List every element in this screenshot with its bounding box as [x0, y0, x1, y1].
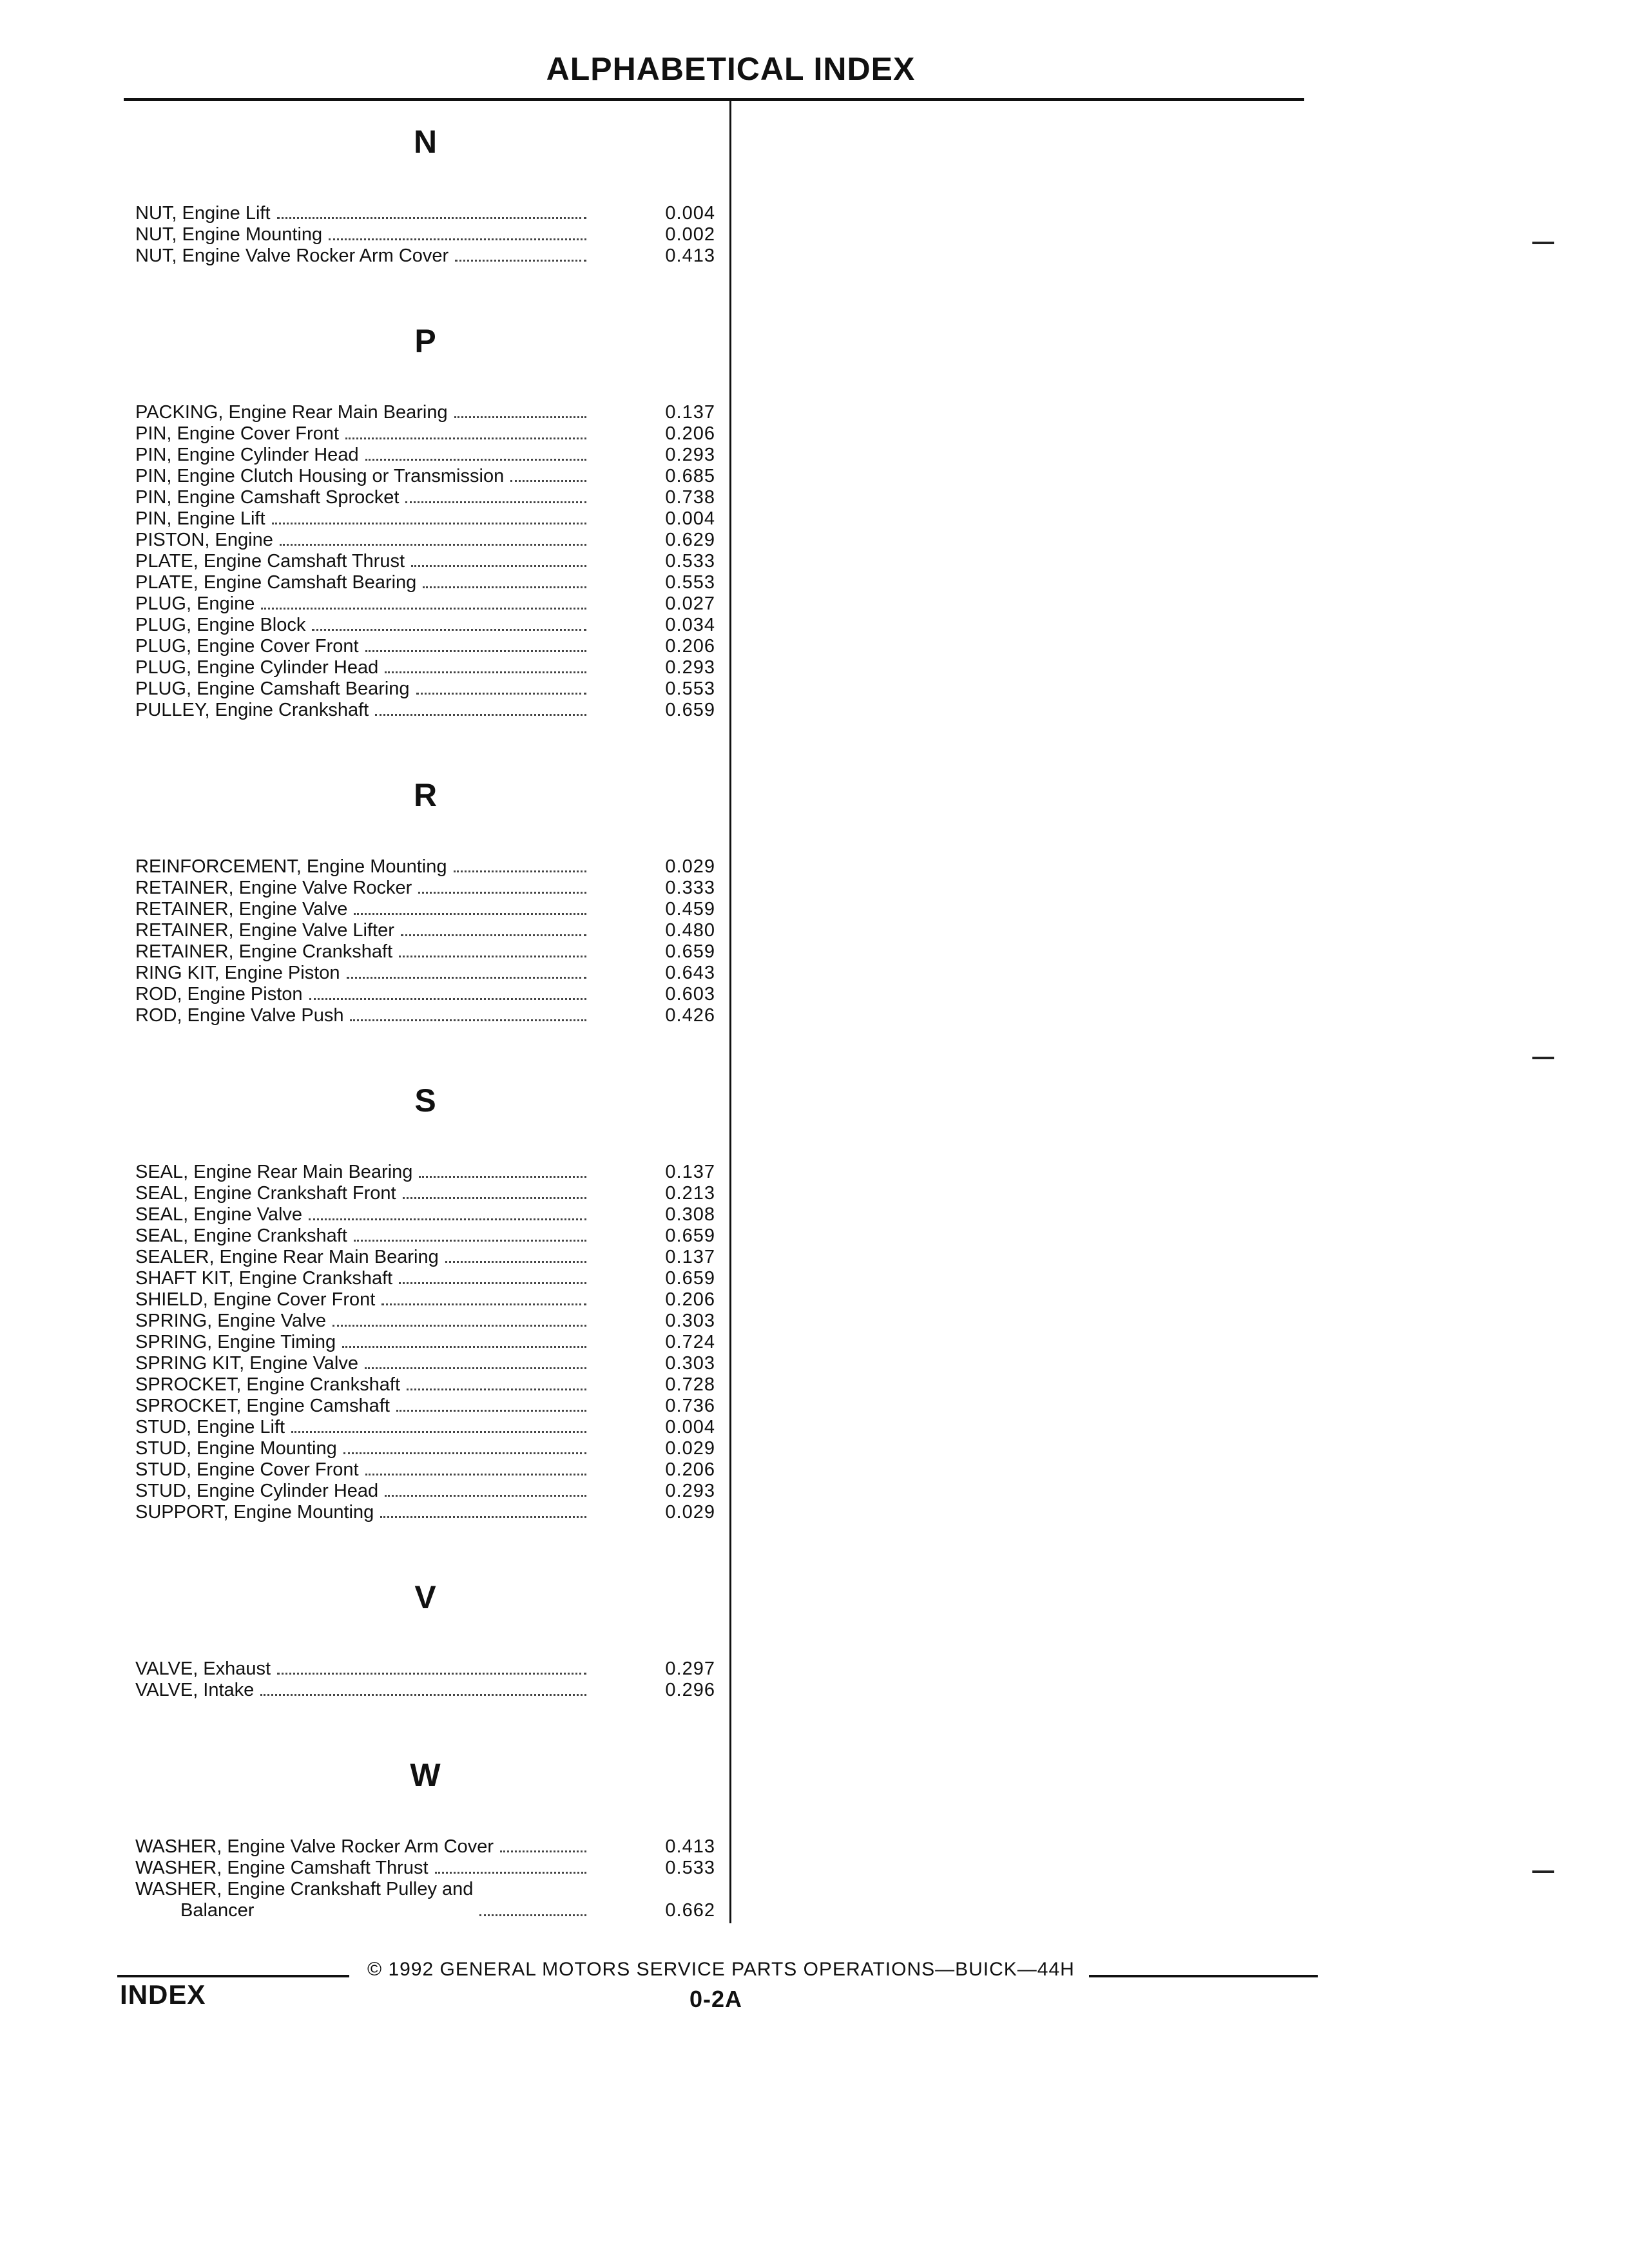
dot-leader — [291, 1431, 586, 1433]
dot-leader — [396, 1410, 586, 1412]
dot-leader — [354, 913, 586, 915]
margin-mark — [1532, 242, 1554, 244]
entry-text: SEAL, Engine Valve — [135, 1204, 303, 1225]
entry-text: PIN, Engine Clutch Housing or Transmission — [135, 466, 505, 486]
dot-leader — [479, 1914, 586, 1916]
dot-leader — [309, 1218, 586, 1220]
entry-page-ref: 0.297 — [665, 1658, 715, 1679]
entry-page-ref: 0.029 — [665, 856, 715, 877]
column-divider — [729, 100, 731, 1923]
dot-leader — [342, 1346, 586, 1348]
index-entry — [135, 1225, 715, 1247]
dot-leader — [272, 523, 587, 524]
entry-list — [135, 856, 715, 1026]
index-section — [135, 1733, 715, 1921]
entry-page-ref: 0.480 — [665, 920, 715, 941]
entry-page-ref: 0.137 — [665, 1162, 715, 1182]
index-section — [135, 1059, 715, 1523]
entry-page-ref: 0.553 — [665, 572, 715, 593]
entry-page-ref: 0.738 — [665, 487, 715, 508]
dot-leader — [418, 892, 586, 894]
margin-mark — [1532, 1870, 1554, 1873]
dot-leader — [435, 1872, 587, 1874]
entry-page-ref: 0.736 — [665, 1396, 715, 1416]
page-title: ALPHABETICAL INDEX — [546, 51, 916, 87]
entry-page-ref: 0.029 — [665, 1438, 715, 1459]
dot-leader — [445, 1261, 586, 1263]
entry-text: STUD, Engine Lift — [135, 1417, 285, 1437]
entry-text: PLUG, Engine Block — [135, 615, 306, 635]
entry-page-ref: 0.629 — [665, 530, 715, 550]
dot-leader — [309, 998, 586, 1000]
dot-leader — [411, 565, 586, 567]
dot-leader — [354, 1240, 586, 1242]
entry-text: SPROCKET, Engine Camshaft — [135, 1396, 390, 1416]
index-entry — [135, 678, 715, 700]
dot-leader — [405, 501, 586, 503]
index-entry — [135, 1459, 715, 1481]
entry-text: SEAL, Engine Crankshaft — [135, 1225, 347, 1246]
entry-page-ref: 0.533 — [665, 551, 715, 572]
index-entry — [135, 551, 715, 572]
entry-text: SEAL, Engine Crankshaft Front — [135, 1183, 396, 1204]
entry-page-ref: 0.459 — [665, 899, 715, 919]
entry-text: PLUG, Engine Cover Front — [135, 636, 359, 657]
entry-page-ref: 0.659 — [665, 700, 715, 720]
index-entry — [135, 1353, 715, 1374]
entry-page-ref: 0.004 — [665, 508, 715, 529]
index-entry — [135, 572, 715, 593]
dot-leader — [375, 714, 586, 716]
entry-text: NUT, Engine Valve Rocker Arm Cover — [135, 245, 449, 266]
entry-text: SEAL, Engine Rear Main Bearing — [135, 1162, 413, 1182]
entry-page-ref: 0.206 — [665, 636, 715, 657]
entry-page-ref: 0.659 — [665, 941, 715, 962]
entry-page-ref: 0.643 — [665, 963, 715, 983]
index-entry — [135, 224, 715, 245]
index-entry — [135, 1836, 715, 1858]
dot-leader — [454, 416, 586, 418]
index-section — [135, 753, 715, 1026]
entry-text: PISTON, Engine — [135, 530, 273, 550]
entry-text: RETAINER, Engine Valve Lifter — [135, 920, 394, 941]
dot-leader — [333, 1325, 586, 1327]
index-entry — [135, 487, 715, 508]
entry-text: PLATE, Engine Camshaft Bearing — [135, 572, 417, 593]
index-entry — [135, 615, 715, 636]
index-entry — [135, 593, 715, 615]
section-letter: N — [413, 124, 438, 160]
entry-page-ref: 0.293 — [665, 657, 715, 678]
index-entry — [135, 1858, 715, 1879]
index-section — [135, 299, 715, 721]
entry-text-line: WASHER, Engine Crankshaft Pulley and — [135, 1879, 474, 1899]
dot-leader — [399, 1282, 586, 1284]
entry-page-ref: 0.308 — [665, 1204, 715, 1225]
entry-page-ref: 0.004 — [665, 1417, 715, 1437]
index-entry — [135, 899, 715, 920]
dot-leader — [312, 629, 586, 631]
entry-text: SPRING, Engine Timing — [135, 1332, 336, 1352]
entry-text: NUT, Engine Mounting — [135, 224, 323, 245]
index-entry — [135, 508, 715, 530]
dot-leader — [277, 217, 586, 219]
index-entry — [135, 1396, 715, 1417]
footer-rule-left — [117, 1975, 349, 1977]
footer-section-label: INDEX — [120, 1979, 206, 2010]
index-entry — [135, 1481, 715, 1502]
dot-leader — [399, 956, 586, 957]
entry-page-ref: 0.004 — [665, 203, 715, 224]
index-entry — [135, 1658, 715, 1680]
entry-page-ref: 0.034 — [665, 615, 715, 635]
entry-list — [135, 1836, 715, 1921]
index-entry — [135, 1289, 715, 1311]
dot-leader — [510, 480, 586, 482]
entry-text: SHAFT KIT, Engine Crankshaft — [135, 1268, 393, 1289]
index-entry — [135, 1005, 715, 1026]
entry-list — [135, 1658, 715, 1701]
margin-mark — [1532, 1057, 1554, 1059]
dot-leader — [365, 650, 586, 652]
dot-leader — [343, 1452, 586, 1454]
entry-text: PLUG, Engine Cylinder Head — [135, 657, 379, 678]
entry-page-ref: 0.296 — [665, 1680, 715, 1700]
index-entry — [135, 466, 715, 487]
entry-page-ref: 0.002 — [665, 224, 715, 245]
entry-text: REINFORCEMENT, Engine Mounting — [135, 856, 447, 877]
entry-page-ref: 0.303 — [665, 1353, 715, 1374]
dot-leader — [381, 1303, 586, 1305]
entry-text — [135, 1879, 473, 1921]
entry-page-ref: 0.724 — [665, 1332, 715, 1352]
section-letter: P — [414, 323, 436, 359]
dot-leader — [280, 544, 586, 546]
index-entry — [135, 1332, 715, 1353]
dot-leader — [403, 1197, 586, 1199]
entry-text: SPRING, Engine Valve — [135, 1311, 327, 1331]
entry-page-ref: 0.659 — [665, 1225, 715, 1246]
index-entry — [135, 878, 715, 899]
entry-page-ref: 0.027 — [665, 593, 715, 614]
dot-leader — [365, 1367, 586, 1369]
entry-text: ROD, Engine Piston — [135, 984, 303, 1004]
dot-leader — [416, 693, 586, 695]
index-entry — [135, 1311, 715, 1332]
dot-leader — [419, 1176, 586, 1178]
index-entry — [135, 1247, 715, 1268]
entry-list — [135, 203, 715, 267]
entry-list — [135, 1162, 715, 1523]
entry-text: RETAINER, Engine Crankshaft — [135, 941, 393, 962]
entry-page-ref: 0.603 — [665, 984, 715, 1004]
entry-text: VALVE, Exhaust — [135, 1658, 271, 1679]
index-entry — [135, 1680, 715, 1701]
index-entry — [135, 423, 715, 445]
entry-text: RETAINER, Engine Valve — [135, 899, 348, 919]
dot-leader — [261, 608, 586, 610]
index-entry — [135, 445, 715, 466]
index-entry — [135, 245, 715, 267]
index-entry — [135, 1374, 715, 1396]
entry-page-ref: 0.303 — [665, 1311, 715, 1331]
dot-leader — [347, 977, 586, 979]
index-entry — [135, 920, 715, 941]
dot-leader — [407, 1389, 586, 1390]
index-section — [135, 100, 715, 267]
entry-text: RETAINER, Engine Valve Rocker — [135, 878, 412, 898]
entry-text: PULLEY, Engine Crankshaft — [135, 700, 369, 720]
index-column — [135, 100, 715, 1954]
index-entry — [135, 1183, 715, 1204]
entry-page-ref: 0.029 — [665, 1502, 715, 1523]
index-entry — [135, 700, 715, 721]
entry-text: STUD, Engine Cylinder Head — [135, 1481, 379, 1501]
dot-leader — [277, 1673, 586, 1675]
entry-text: SPROCKET, Engine Crankshaft — [135, 1374, 401, 1395]
entry-page-ref: 0.662 — [665, 1900, 715, 1921]
dot-leader — [350, 1019, 586, 1021]
entry-page-ref: 0.426 — [665, 1005, 715, 1026]
footer-page-number: 0-2A — [689, 1986, 743, 2012]
index-entry — [135, 530, 715, 551]
entry-page-ref: 0.213 — [665, 1183, 715, 1204]
index-entry — [135, 1502, 715, 1523]
section-letter: V — [414, 1579, 436, 1615]
dot-leader — [365, 459, 586, 461]
index-entry — [135, 941, 715, 963]
entry-page-ref: 0.533 — [665, 1858, 715, 1878]
index-entry — [135, 963, 715, 984]
entry-text: SEALER, Engine Rear Main Bearing — [135, 1247, 439, 1267]
entry-list — [135, 402, 715, 721]
dot-leader — [385, 1495, 586, 1497]
entry-text: WASHER, Engine Valve Rocker Arm Cover — [135, 1836, 494, 1857]
section-letter: W — [410, 1757, 441, 1793]
entry-text: PLUG, Engine — [135, 593, 255, 614]
index-section — [135, 1555, 715, 1701]
entry-page-ref: 0.685 — [665, 466, 715, 486]
entry-text: SPRING KIT, Engine Valve — [135, 1353, 359, 1374]
dot-leader — [380, 1516, 586, 1518]
section-letter: S — [414, 1082, 436, 1119]
entry-text: RING KIT, Engine Piston — [135, 963, 340, 983]
entry-text: STUD, Engine Mounting — [135, 1438, 337, 1459]
index-entry — [135, 856, 715, 878]
entry-text: VALVE, Intake — [135, 1680, 255, 1700]
entry-page-ref: 0.553 — [665, 678, 715, 699]
dot-leader — [455, 260, 586, 262]
entry-page-ref: 0.137 — [665, 1247, 715, 1267]
footer-copyright: © 1992 GENERAL MOTORS SERVICE PARTS OPERATIONS—BUICK—44H — [367, 1959, 1075, 1980]
index-entry — [135, 402, 715, 423]
entry-text: PIN, Engine Camshaft Sprocket — [135, 487, 400, 508]
index-entry — [135, 203, 715, 224]
entry-page-ref: 0.206 — [665, 1289, 715, 1310]
entry-text: ROD, Engine Valve Push — [135, 1005, 344, 1026]
dot-leader — [260, 1694, 586, 1696]
index-entry — [135, 657, 715, 678]
entry-text: NUT, Engine Lift — [135, 203, 271, 224]
entry-text: PIN, Engine Cover Front — [135, 423, 339, 444]
entry-page-ref: 0.413 — [665, 245, 715, 266]
entry-text: PACKING, Engine Rear Main Bearing — [135, 402, 448, 423]
index-entry — [135, 1162, 715, 1183]
entry-text: PLATE, Engine Camshaft Thrust — [135, 551, 405, 572]
index-entry — [135, 1879, 715, 1921]
entry-text: STUD, Engine Cover Front — [135, 1459, 359, 1480]
entry-text: PIN, Engine Cylinder Head — [135, 445, 359, 465]
entry-text: PIN, Engine Lift — [135, 508, 265, 529]
dot-leader — [345, 437, 586, 439]
dot-leader — [385, 671, 586, 673]
entry-page-ref: 0.333 — [665, 878, 715, 898]
entry-page-ref: 0.137 — [665, 402, 715, 423]
entry-page-ref: 0.293 — [665, 445, 715, 465]
entry-page-ref: 0.293 — [665, 1481, 715, 1501]
dot-leader — [401, 934, 586, 936]
entry-text: SHIELD, Engine Cover Front — [135, 1289, 376, 1310]
section-letter: R — [413, 777, 438, 813]
index-entry — [135, 636, 715, 657]
entry-text: PLUG, Engine Camshaft Bearing — [135, 678, 410, 699]
index-entry — [135, 1204, 715, 1225]
entry-page-ref: 0.206 — [665, 423, 715, 444]
entry-page-ref: 0.206 — [665, 1459, 715, 1480]
dot-leader — [329, 238, 586, 240]
dot-leader — [500, 1850, 586, 1852]
dot-leader — [365, 1474, 586, 1475]
index-entry — [135, 1268, 715, 1289]
index-entry — [135, 984, 715, 1005]
entry-page-ref: 0.728 — [665, 1374, 715, 1395]
entry-page-ref: 0.659 — [665, 1268, 715, 1289]
index-entry — [135, 1438, 715, 1459]
index-entry — [135, 1417, 715, 1438]
entry-text-continuation: Balancer — [180, 1900, 255, 1921]
entry-text: SUPPORT, Engine Mounting — [135, 1502, 374, 1523]
dot-leader — [454, 870, 587, 872]
entry-page-ref: 0.413 — [665, 1836, 715, 1857]
dot-leader — [423, 586, 586, 588]
entry-text: WASHER, Engine Camshaft Thrust — [135, 1858, 429, 1878]
footer-rule-right — [1089, 1975, 1318, 1977]
